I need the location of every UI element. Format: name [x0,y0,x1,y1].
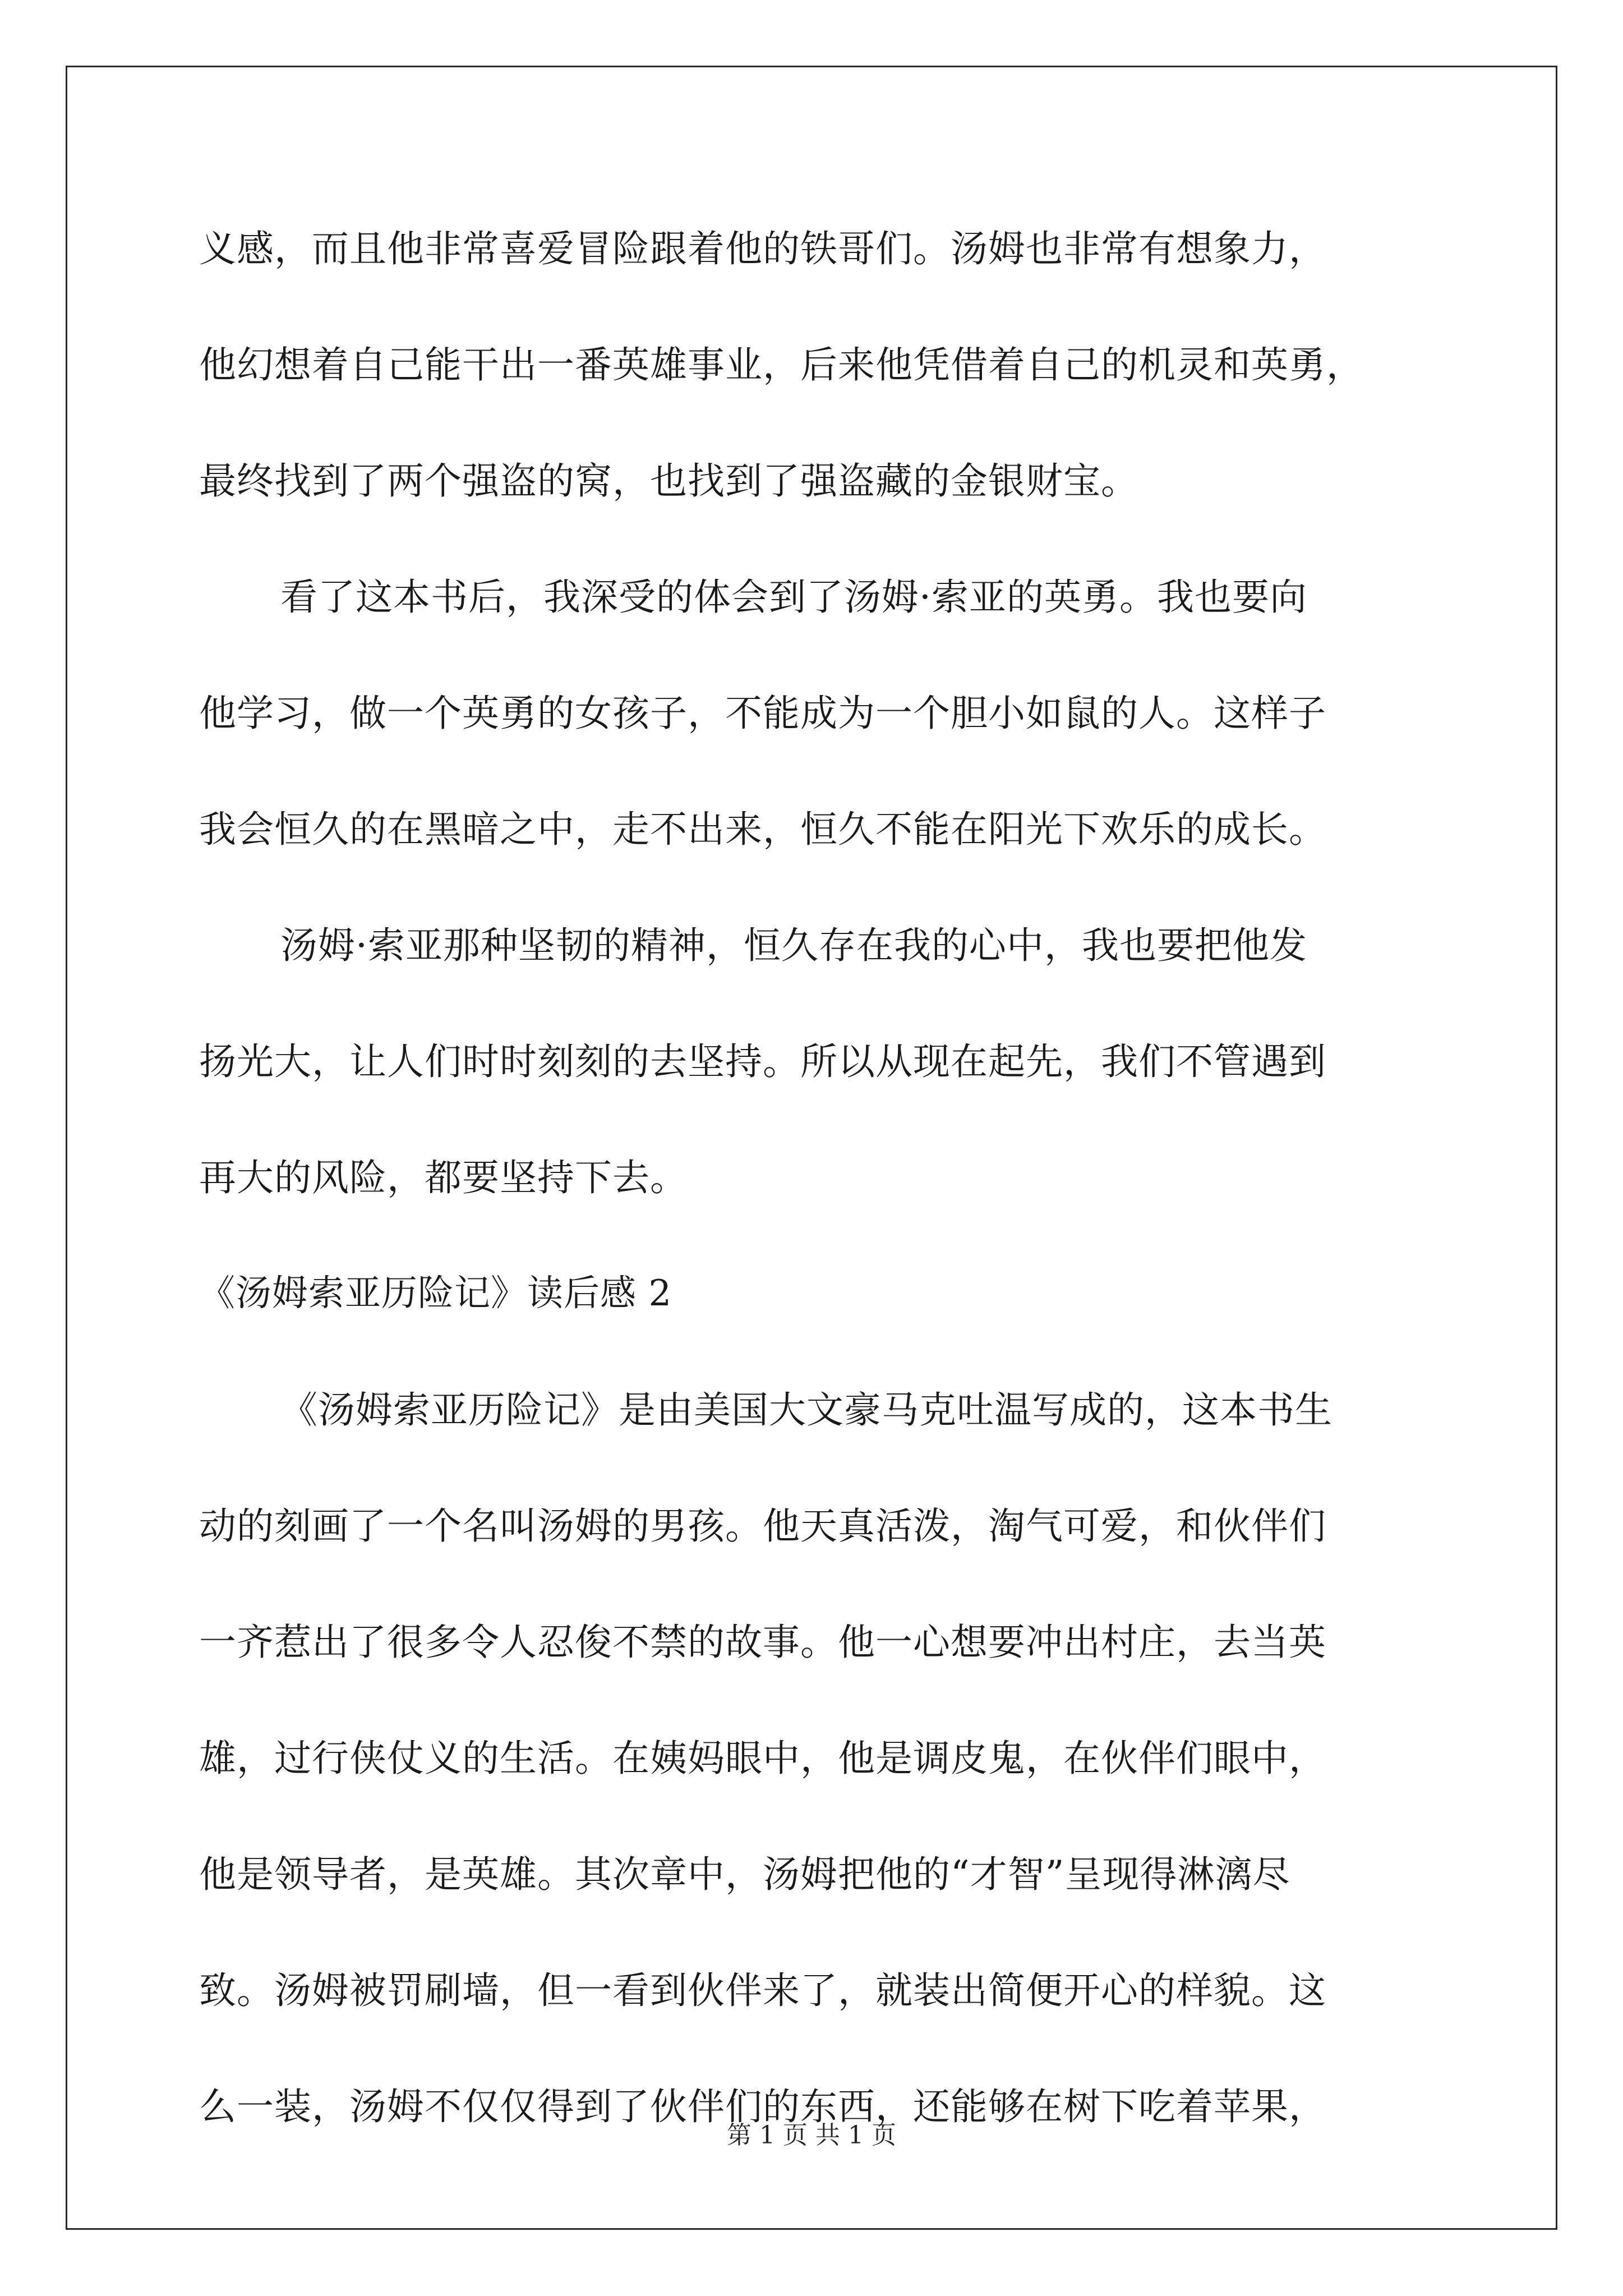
text-line: 义感，而且他非常喜爱冒险跟着他的铁哥们。汤姆也非常有想象力， [199,227,1326,270]
text-line: 致。汤姆被罚刷墙，但一看到伙伴来了，就装出简便开心的样貌。这 [199,1969,1326,2012]
text-line: 扬光大，让人们时时刻刻的去坚持。所以从现在起先，我们不管遇到 [199,1040,1326,1083]
text-line: 他是领导者，是英雄。其次章中，汤姆把他的“才智”呈现得淋漓尽 [199,1853,1290,1896]
text-line: 再大的风险，都要坚持下去。 [199,1156,688,1199]
document-body [199,191,1444,2165]
page-footer: 第 1 页 共 1 页 [727,2121,896,2150]
text-line: 他学习，做一个英勇的女孩子，不能成为一个胆小如鼠的人。这样子 [199,692,1326,735]
text-line: 汤姆·索亚那种坚韧的精神，恒久存在我的心中，我也要把他发 [280,924,1307,967]
text-line: 看了这本书后，我深受的体会到了汤姆·索亚的英勇。我也要向 [280,576,1307,619]
text-line: 动的刻画了一个名叫汤姆的男孩。他天真活泼，淘气可爱，和伙伴们 [199,1504,1326,1548]
text-line: 么一装，汤姆不仅仅得到了伙伴们的东西，还能够在树下吃着苹果， [199,2085,1326,2128]
section-heading: 《汤姆索亚历险记》读后感 2 [199,1273,672,1314]
text-line: 他幻想着自己能干出一番英雄事业，后来他凭借着自己的机灵和英勇， [199,343,1364,386]
text-line: 雄，过行侠仗义的生活。在姨妈眼中，他是调皮鬼，在伙伴们眼中， [199,1737,1326,1780]
text-line: 《汤姆索亚历险记》是由美国大文豪马克吐温写成的，这本书生 [280,1388,1332,1432]
text-line: 一齐惹出了很多令人忍俊不禁的故事。他一心想要冲出村庄，去当英 [199,1621,1326,1664]
text-line: 最终找到了两个强盗的窝，也找到了强盗藏的金银财宝。 [199,459,1138,503]
text-line: 我会恒久的在黑暗之中，走不出来，恒久不能在阳光下欢乐的成长。 [199,808,1326,851]
